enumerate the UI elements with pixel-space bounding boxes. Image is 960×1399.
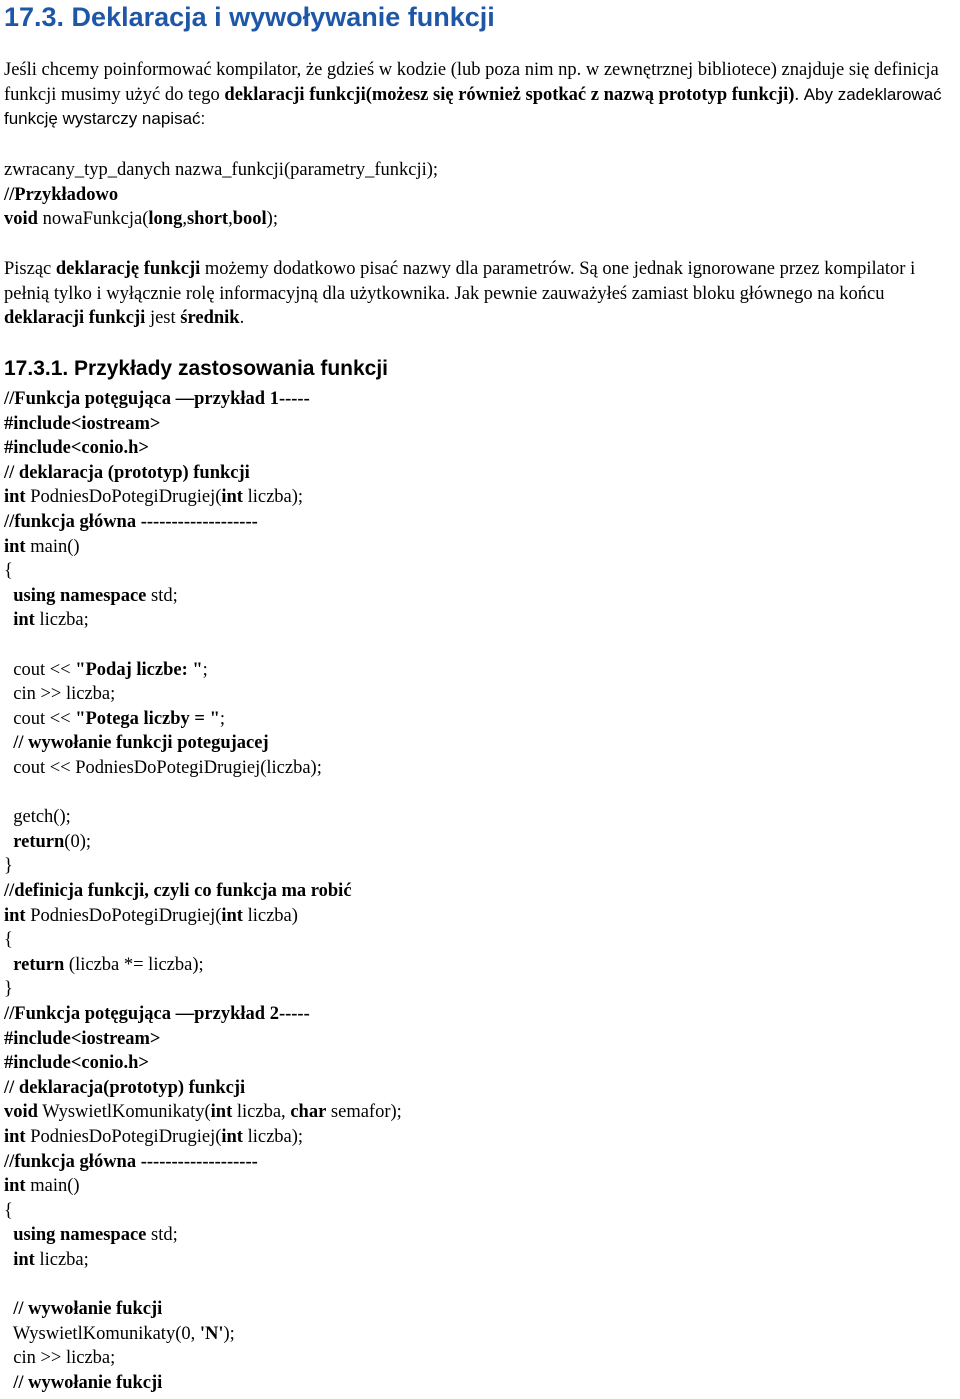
code-token: { [4, 1200, 13, 1221]
code-bold-token: 'N' [199, 1323, 224, 1344]
code-token: cin >> liczba; [4, 684, 116, 705]
syntax-line [4, 158, 438, 183]
code-keyword: long [148, 209, 183, 230]
code-line [4, 953, 204, 978]
code-token: } [4, 856, 13, 877]
code-line [4, 1125, 303, 1150]
code-token: std; [146, 1225, 178, 1246]
code-bold-token: int [4, 487, 26, 508]
code-line [4, 485, 303, 510]
code-line [4, 1297, 162, 1322]
code-bold-token: //Funkcja potęgująca —przykład 1----- [4, 389, 310, 409]
para-text: Są one jednak ignorowane przez kompilator i pełnią tylko i wyłącznie rolę informacyjną dla użytkownika. Jak pewnie zauważyłeś zamiast bloku głównego na końcu [4, 259, 916, 304]
declaration-paragraph [4, 257, 958, 331]
intro-bold-term: deklaracji funkcji(możesz się również spotkać z nazwą prototyp funkcji) [224, 84, 795, 105]
code-line [4, 510, 258, 535]
intro-text: Jeśli chcemy poinformować kompilator, że gdzieś w kodzie (lub poza nim np. w zewnętrznej bibliotece) znajduje się definicja funkcji musimy użyć do tego [4, 60, 939, 105]
code-bold-token: int [4, 1127, 26, 1147]
code-line [4, 608, 89, 633]
code-line [4, 436, 149, 461]
code-bold-token: //Funkcja potęgująca —przykład 2----- [4, 1004, 310, 1024]
section-heading: 17.3. Deklaracja i wywoływanie funkcji [4, 2, 495, 32]
code-token [4, 832, 13, 852]
code-line [4, 1076, 245, 1101]
intro-period: . [794, 84, 804, 105]
code-token [4, 1373, 13, 1393]
code-line [4, 977, 13, 1002]
code-line [4, 854, 13, 879]
code-text: nowaFunkcja( [37, 209, 149, 230]
code-token: liczba); [242, 487, 304, 508]
code-bold-token: int [221, 487, 243, 508]
code-token: WyswietlKomunikaty(0, [4, 1323, 200, 1344]
code-keyword: void [4, 209, 38, 230]
code-line [4, 904, 298, 929]
code-line [4, 707, 225, 732]
code-line [4, 928, 13, 953]
code-bold-token: "Podaj liczbe: " [75, 659, 203, 680]
code-token: liczba, [232, 1102, 291, 1123]
code-line [4, 1223, 178, 1248]
code-bold-token: char [290, 1102, 327, 1123]
code-line [4, 805, 71, 830]
code-bold-token: void [4, 1102, 38, 1123]
code-token: ); [223, 1323, 235, 1344]
code-line [4, 535, 80, 560]
code-line [4, 1199, 13, 1224]
code-bold-token: int [4, 1176, 26, 1197]
code-token: ; [202, 659, 208, 680]
code-bold-token: int [210, 1102, 233, 1123]
code-bold-token: //funkcja główna ------------------- [4, 512, 258, 532]
code-bold-token: #include<conio.h> [4, 1053, 149, 1074]
code-bold-token: using namespace [13, 585, 147, 606]
intro-paragraph [4, 58, 958, 132]
code-text: , [228, 209, 233, 230]
code-token [4, 955, 13, 975]
subsection-heading: 17.3.1. Przykłady zastosowania funkcji [4, 357, 388, 380]
syntax-comment: //Przykładowo [4, 184, 119, 205]
code-token: { [4, 930, 13, 951]
syntax-example-line [4, 207, 278, 232]
code-bold-token: int [13, 1250, 35, 1270]
code-token: PodniesDoPotegiDrugiej( [25, 1127, 222, 1147]
code-token: cout << [4, 708, 76, 729]
para-bold-term: deklaracji funkcji [4, 308, 146, 328]
code-token: cout << [4, 659, 76, 680]
code-line [4, 830, 91, 855]
code-token: main() [25, 1176, 80, 1197]
code-token [4, 1250, 13, 1270]
code-token: std; [146, 585, 178, 606]
code-token: WyswietlKomunikaty( [37, 1102, 211, 1123]
code-line [4, 1100, 402, 1125]
intro-instruction: Aby zadeklarować funkcję wystarczy napisać: [4, 84, 942, 128]
code-token: (0); [64, 831, 92, 852]
syntax-text: zwracany_typ_danych nazwa_funkcji(parametry_funkcji); [4, 160, 439, 180]
code-bold-token: int [13, 610, 35, 631]
code-token: liczba; [34, 610, 89, 631]
code-bold-token: //funkcja główna ------------------- [4, 1151, 258, 1172]
code-line [4, 1174, 80, 1199]
code-bold-token: // wywołanie fukcji [13, 1299, 163, 1320]
code-line [4, 658, 208, 683]
code-line [4, 412, 160, 437]
code-bold-token: #include<iostream> [4, 1028, 161, 1049]
code-bold-token: return [13, 831, 65, 852]
code-bold-token: // wywołanie funkcji potegujacej [13, 733, 269, 754]
para-bold-term: średnik [180, 308, 240, 328]
code-bold-token: "Potega liczby = " [75, 708, 220, 729]
code-token: { [4, 561, 13, 582]
para-text: jest [145, 308, 181, 328]
code-keyword: short [186, 209, 229, 230]
code-token: (liczba *= liczba); [64, 954, 204, 975]
code-token: semafor); [326, 1102, 402, 1123]
code-token [4, 1225, 13, 1245]
code-token [4, 610, 13, 630]
code-token: cout << PodniesDoPotegiDrugiej(liczba); [4, 758, 322, 778]
code-token: PodniesDoPotegiDrugiej( [25, 487, 222, 508]
code-bold-token: // wywołanie fukcji [13, 1373, 163, 1393]
code-token [4, 1299, 13, 1319]
code-token: liczba; [34, 1250, 89, 1270]
para-text: Pisząc [4, 259, 56, 279]
para-bold-term: deklarację funkcji [55, 259, 201, 279]
code-bold-token: #include<conio.h> [4, 438, 149, 459]
para-text: . [239, 308, 245, 328]
code-token: liczba); [242, 1127, 304, 1147]
code-bold-token: #include<iostream> [4, 413, 161, 434]
code-line [4, 461, 250, 486]
code-bold-token: int [4, 905, 26, 926]
code-line [4, 879, 352, 904]
code-bold-token: using namespace [13, 1225, 147, 1246]
code-bold-token: //definicja funkcji, czyli co funkcja ma robić [4, 881, 352, 901]
code-token: main() [25, 536, 80, 557]
code-line [4, 682, 115, 707]
code-token [4, 586, 13, 606]
code-bold-token: return [13, 954, 65, 975]
code-line [4, 1002, 310, 1027]
syntax-comment-line [4, 183, 118, 208]
code-line [4, 387, 310, 412]
code-keyword: bool [232, 209, 267, 230]
code-bold-token: int [221, 1127, 243, 1147]
code-token: } [4, 979, 13, 1000]
code-token [4, 733, 13, 753]
code-text: ); [266, 209, 278, 230]
code-bold-token: // deklaracja (prototyp) funkcji [4, 462, 250, 483]
code-token: PodniesDoPotegiDrugiej( [25, 905, 222, 926]
code-line [4, 1150, 258, 1175]
code-line [4, 1051, 149, 1076]
code-token: liczba) [242, 905, 298, 926]
code-line [4, 1248, 89, 1273]
code-text: , [182, 209, 187, 230]
para-text: możemy dodatkowo pisać nazwy dla parametrów. [200, 259, 580, 279]
code-bold-token: int [4, 536, 26, 557]
code-line [4, 1322, 235, 1347]
code-bold-token: // deklaracja(prototyp) funkcji [4, 1077, 246, 1098]
code-token: ; [219, 708, 225, 729]
code-line [4, 1371, 162, 1396]
code-bold-token: int [221, 905, 243, 926]
code-line [4, 756, 322, 781]
code-line [4, 584, 178, 609]
code-token: getch(); [4, 807, 71, 828]
code-line [4, 559, 13, 584]
code-line [4, 1027, 160, 1052]
code-line [4, 1346, 115, 1371]
code-token: cin >> liczba; [4, 1348, 116, 1369]
code-line [4, 731, 269, 756]
